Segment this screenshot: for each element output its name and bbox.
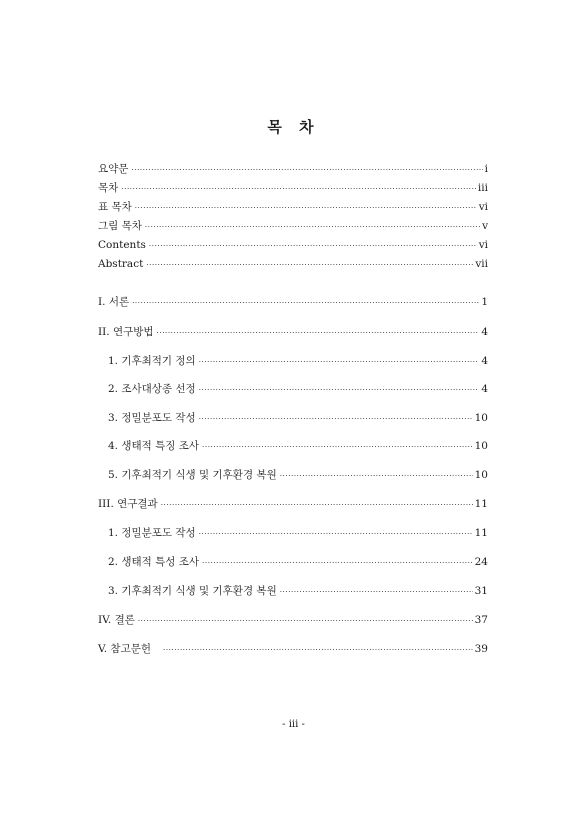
- toc-page-number: 11: [474, 527, 488, 539]
- toc-label: Abstract: [98, 258, 144, 270]
- toc-entry-chapter-1[interactable]: [98, 295, 488, 310]
- toc-page-number: iii: [477, 182, 488, 194]
- toc-entry-section-3-1[interactable]: [108, 526, 488, 541]
- toc-leader-dots: [202, 440, 473, 454]
- toc-leader-dots: [199, 383, 480, 397]
- toc-page-number: 4: [481, 355, 488, 367]
- toc-label: 목차: [98, 182, 119, 194]
- toc-entry-section-3-3[interactable]: [108, 584, 488, 599]
- toc-page-number: v: [482, 220, 488, 232]
- toc-page-number: 39: [474, 643, 488, 655]
- toc-entry-abstract[interactable]: [98, 257, 488, 272]
- toc-page-number: 10: [474, 412, 488, 424]
- toc-entry-section-2-1[interactable]: [108, 354, 488, 369]
- toc-page-number: vi: [478, 239, 488, 251]
- toc-leader-dots: [199, 412, 473, 426]
- toc-entry-contents-en[interactable]: [98, 238, 488, 253]
- toc-leader-dots: [163, 643, 473, 657]
- toc-page-number: i: [484, 163, 488, 175]
- toc-page-number: 10: [474, 440, 488, 452]
- toc-leader-dots: [161, 498, 473, 512]
- toc-leader-dots: [121, 182, 476, 196]
- toc-entry-table-list[interactable]: [98, 200, 488, 215]
- toc-label: III. 연구결과: [98, 498, 158, 510]
- toc-label: 3. 기후최적기 식생 및 기후환경 복원: [108, 585, 277, 597]
- toc-entry-chapter-2[interactable]: [98, 325, 488, 340]
- toc-label: IV. 결론: [98, 614, 135, 626]
- toc-label: 4. 생태적 특징 조사: [108, 440, 200, 452]
- toc-label: 2. 조사대상종 선정: [108, 383, 196, 395]
- toc-leader-dots: [280, 585, 473, 599]
- toc-leader-dots: [131, 163, 482, 177]
- toc-label: 5. 기후최적기 식생 및 기후환경 복원: [108, 469, 277, 481]
- toc-label: 그림 목차: [98, 220, 142, 232]
- toc-page-number: 10: [474, 469, 488, 481]
- toc-page-number: vii: [475, 258, 488, 270]
- toc-entry-section-2-4[interactable]: [108, 439, 488, 454]
- toc-entry-figure-list[interactable]: [98, 219, 488, 234]
- toc-leader-dots: [199, 527, 473, 541]
- toc-leader-dots: [146, 258, 473, 272]
- toc-label: I. 서론: [98, 296, 130, 308]
- toc-page-number: 11: [474, 498, 488, 510]
- toc-page-number: vi: [478, 201, 488, 213]
- toc-leader-dots: [280, 469, 473, 483]
- toc-label: II. 연구방법: [98, 326, 154, 338]
- footer-page-number: - iii -: [282, 719, 305, 730]
- toc-label: 표 목차: [98, 201, 132, 213]
- toc-page-number: 24: [474, 556, 488, 568]
- toc-label: 요약문: [98, 163, 129, 175]
- toc-entry-section-2-3[interactable]: [108, 411, 488, 426]
- toc-label: 3. 정밀분포도 작성: [108, 412, 196, 424]
- toc-entry-chapter-5[interactable]: [98, 642, 488, 657]
- toc-entry-section-2-2[interactable]: [108, 382, 488, 397]
- toc-label: Contents: [98, 239, 146, 251]
- toc-leader-dots: [135, 201, 477, 215]
- toc-leader-dots: [202, 556, 473, 570]
- toc-entry-chapter-3[interactable]: [98, 497, 488, 512]
- toc-entry-contents[interactable]: [98, 181, 488, 196]
- toc-label: 1. 기후최적기 정의: [108, 355, 196, 367]
- toc-leader-dots: [149, 239, 477, 253]
- toc-label: 2. 생태적 특성 조사: [108, 556, 200, 568]
- toc-label: 1. 정밀분포도 작성: [108, 527, 196, 539]
- toc-leader-dots: [132, 296, 479, 310]
- toc-leader-dots: [138, 614, 473, 628]
- toc-leader-dots: [157, 326, 480, 340]
- page-title: 목 차: [267, 118, 320, 136]
- toc-page-number: 1: [481, 296, 488, 308]
- toc-page-number: 4: [481, 326, 488, 338]
- toc-page-number: 37: [474, 614, 488, 626]
- toc-page-number: 4: [481, 383, 488, 395]
- toc-entry-section-2-5[interactable]: [108, 468, 488, 483]
- toc-page-number: 31: [474, 585, 488, 597]
- toc-leader-dots: [199, 355, 480, 369]
- toc-entry-summary[interactable]: [98, 162, 488, 177]
- toc-leader-dots: [145, 220, 480, 234]
- toc-entry-section-3-2[interactable]: [108, 555, 488, 570]
- toc-label: V. 참고문헌: [98, 643, 151, 655]
- toc-entry-chapter-4[interactable]: [98, 613, 488, 628]
